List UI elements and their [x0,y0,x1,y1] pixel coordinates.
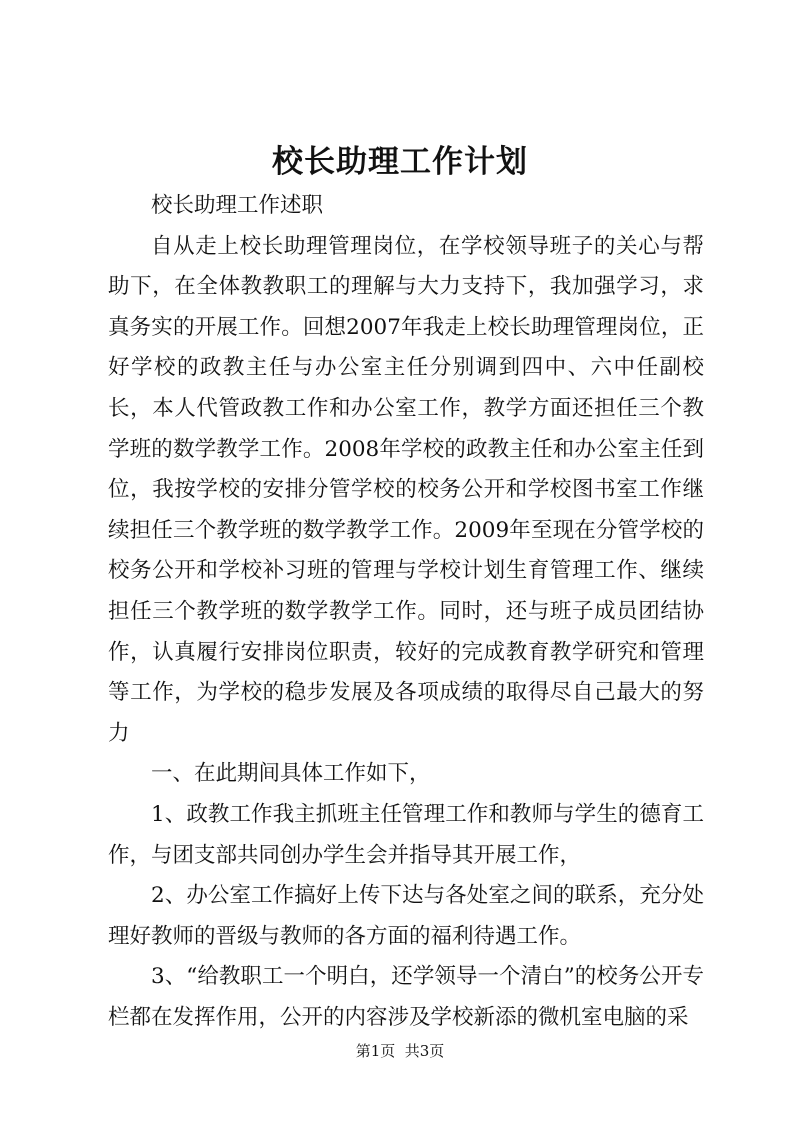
item-paragraph-1: 1、政教工作我主抓班主任管理工作和教师与学生的德育工作，与团支部共同创办学生会并指导其开展工作， [108,801,704,868]
page-number: 第1页 共3页 [355,1042,445,1060]
item-paragraph-3: 3、“给教职工一个明白，还学领导一个清白”的校务公开专栏都在发挥作用，公开的内容涉及学校新添的微机室电脑的采 [108,964,704,1030]
subtitle-paragraph: 校长助理工作述职 [151,193,324,218]
document-title: 校长助理工作计划 [272,144,528,180]
document-body [108,186,704,1038]
section-heading: 一、在此期间具体工作如下， [151,761,431,787]
item-paragraph-2: 2、办公室工作搞好上传下达与各处室之间的联系，充分处理好教师的晋级与教师的各方面的福利待遇工作。 [108,883,704,949]
page-footer [0,1041,800,1061]
intro-paragraph: 自从走上校长助理管理岗位，在学校领导班子的关心与帮助下，在全体教教职工的理解与大力支持下，我加强学习，求真务实的开展工作。回想2007年我走上校长助理管理岗位，正好学校的政教主任与办公室主任分别调到四中、六中任副校长，本人代管政教工作和办公室工作，教学方面还担任三个教学班的数学教学工作。2008年学校的政教主任和办公室主任到位，我按学校的安排分管学校的校务公开和学校图书室工作继续担任三个教学班的数学教学工作。2009年至现在分管学校的校务公开和学校补习班的管理与学校计划生育管理工作、继续担任三个教学班的数学教学工作。同时，还与班子成员团结协作，认真履行安排岗位职责，较好的完成教育教学研究和管理等工作，为学校的稳步发展及各项成绩的取得尽自己最大的努力 [108,233,704,746]
